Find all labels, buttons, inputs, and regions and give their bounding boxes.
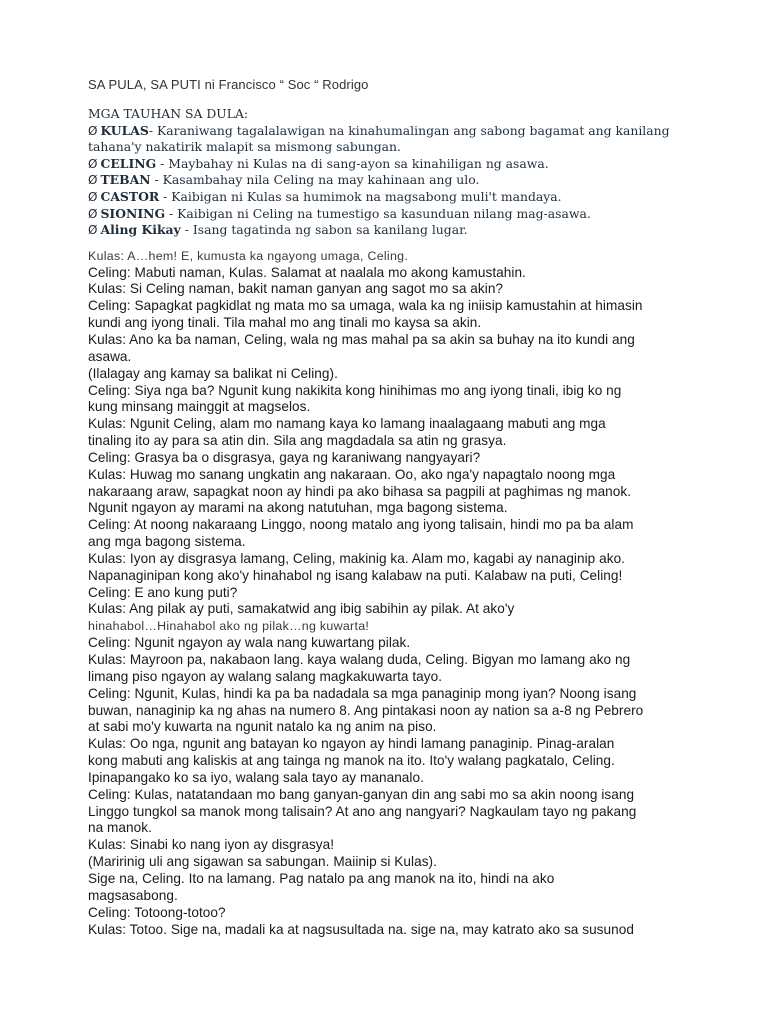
cast-name: CELING (100, 155, 157, 171)
dialogue-line: Celing: Kulas, natatandaan mo bang ganyan-ganyan din ang sabi mo sa akin noong isang (88, 786, 635, 802)
dialogue-line: at sabi mo'y kuwarta na ngunit natalo ka ng anim na piso. (88, 719, 437, 735)
dialogue-line: Sige na, Celing. Ito na lamang. Pag natalo pa ang manok na ito, hindi na ako (88, 870, 555, 886)
cast-name: Aling Kikay (100, 222, 181, 238)
cast-item (88, 123, 688, 156)
dialogue-line: Celing: Totoong-totoo? (88, 904, 226, 920)
dialogue-line: Celing: Grasya ba o disgrasya, gaya ng karaniwang nangyayari? (88, 449, 481, 465)
bullet-icon: Ø (88, 173, 98, 188)
cast-description: - Kaibigan ni Kulas sa humimok na magsabong muli't mandaya. (159, 188, 562, 204)
dialogue-line: Celing: Siya nga ba? Ngunit kung nakikita kong hinihimas mo ang iyong tinali, ibig ko ng (88, 382, 622, 398)
dialogue-line: magsasabong. (88, 887, 178, 903)
cast-description: - Isang tagatinda ng sabon sa kanilang lugar. (180, 222, 468, 238)
dialogue-line: Kulas: Ang pilak ay puti, samakatwid ang ibig sabihin ay pilak. At ako'y (88, 601, 515, 617)
dialogue (88, 248, 688, 939)
dialogue-line: Kulas: Totoo. Sige na, madali ka at nagsusultada na. sige na, may katrato ako sa susunod (88, 921, 634, 937)
bullet-icon: Ø (88, 189, 98, 204)
dialogue-line: Ngunit ngayon ay marami na akong natutuhan, mga bagong sistema. (88, 500, 508, 516)
cast-description: - Maybahay ni Kulas na di sang-ayon sa kinahiligan ng asawa. (156, 155, 549, 171)
dialogue-line: Napanaginipan kong ako'y hinahabol ng isang kalabaw na puti. Kalabaw na puti, Celing! (88, 567, 623, 583)
dialogue-line: Celing: Sapagkat pagkidlat ng mata mo sa umaga, wala ka ng iniisip kamustahin at himasin (88, 298, 643, 314)
dialogue-line: hinahabol…Hinahabol ako ng pilak…ng kuwarta! (88, 619, 370, 634)
dialogue-line: Kulas: Mayroon pa, nakabaon lang. kaya walang duda, Celing. Bigyan mo lamang ako ng (88, 652, 631, 667)
cast-name: TEBAN (100, 172, 151, 188)
cast-items (88, 123, 688, 239)
dialogue-line: (Ilalagay ang kamay sa balikat ni Celing). (88, 365, 338, 381)
bullet-icon: Ø (88, 156, 98, 171)
cast-name: SIONING (100, 205, 166, 221)
dialogue-line: Kulas: Ngunit Celing, alam mo namang kaya ko lamang inaalagaang mabuti ang mga (88, 416, 606, 432)
bullet-icon: Ø (88, 223, 98, 238)
dialogue-line: Kulas: Ano ka ba naman, Celing, wala ng mas mahal pa sa akin sa buhay na ito kundi ang (88, 331, 635, 347)
cast-item (88, 189, 688, 206)
cast-item (88, 222, 688, 239)
dialogue-line: Kulas: Oo nga, ngunit ang batayan ko ngayon ay hindi lamang panaginip. Pinag-aralan (88, 736, 615, 752)
dialogue-line: kundi ang iyong tinali. Tila mahal mo ang tinali mo kaysa sa akin. (88, 315, 482, 331)
dialogue-line: Celing: E ano kung puti? (88, 584, 238, 600)
dialogue-line: Kulas: Sinabi ko nang iyon ay disgrasya! (88, 837, 335, 853)
dialogue-line: (Maririnig uli ang sigawan sa sabungan. Maiinip si Kulas). (88, 854, 437, 870)
cast-item (88, 206, 688, 223)
dialogue-line: Celing: Ngunit ngayon ay wala nang kuwartang pilak. (88, 635, 411, 651)
cast-description: - Karaniwang tagalalawigan na kinahumalingan ang sabong bagamat ang kanilang tahana'y nakatirik malapit sa mismong sabungan. (88, 122, 670, 155)
dialogue-line: nakaraang araw, sapagkat noon ay hindi pa ako bihasa sa pagpili at paghimas ng manok. (88, 483, 632, 499)
cast-description: - Kaibigan ni Celing na tumestigo sa kasunduan nilang mag-asawa. (165, 205, 591, 221)
dialogue-line: Celing: Ngunit, Kulas, hindi ka pa ba nadadala sa mga panaginip mong iyan? Noong isang (88, 685, 637, 701)
dialogue-line: Kulas: Si Celing naman, bakit naman ganyan ang sagot mo sa akin? (88, 281, 504, 297)
dialogue-line: asawa. (88, 348, 132, 364)
dialogue-line: limang piso ngayon ay walang salang magkakuwarta tayo. (88, 668, 443, 684)
dialogue-line: na manok. (88, 820, 152, 836)
cast-item (88, 172, 688, 189)
dialogue-line: Celing: At noong nakaraang Linggo, noong matalo ang iyong talisain, hindi mo pa ba alam (88, 517, 634, 533)
dialogue-line: tinaling ito ay para sa atin din. Sila ang magdadala sa atin ng grasya. (88, 433, 507, 449)
cast-description: - Kasambahay nila Celing na may kahinaan ang ulo. (150, 172, 480, 188)
cast-name: KULAS (100, 122, 149, 138)
dialogue-line: ang mga bagong sistema. (88, 534, 246, 550)
dialogue-line: Kulas: A…hem! E, kumusta ka ngayong umaga, Celing. (88, 248, 409, 263)
dialogue-line: buwan, nanaginip ka ng ahas na numero 8. Ang pintakasi noon ay nation sa a-8 ng Pebrero (88, 702, 644, 718)
dialogue-line: Linggo tungkol sa manok mong talisain? At ano ang nangyari? Nagkaulam tayo ng pakang (88, 803, 637, 819)
dialogue-line: kong mabuti ang kaliskis at ang taingа ng manok na ito. Ito'y walang pagkatalo, Celing. (88, 753, 615, 769)
dialogue-line: Kulas: Huwag mo sanang ungkatin ang nakaraan. Oo, ako nga'y napagtalo noong mga (88, 466, 616, 482)
dialogue-line: Kulas: Iyon ay disgrasya lamang, Celing, makinig ka. Alam mo, kagabi ay nanaginip ako. (88, 550, 626, 566)
dialogue-line: Celing: Mabuti naman, Kulas. Salamat at naalala mo akong kamustahin. (88, 264, 526, 280)
bullet-icon: Ø (88, 123, 98, 138)
dialogue-line: Ipinapangako ko sa iyo, walang sala tayo ay mananalo. (88, 769, 424, 785)
cast-item (88, 156, 688, 173)
bullet-icon: Ø (88, 206, 98, 221)
cast-name: CASTOR (100, 188, 160, 204)
cast-heading: MGA TAUHAN SA DULA: (88, 106, 249, 121)
cast-list (88, 106, 688, 239)
document-title: SA PULA, SA PUTI ni Francisco “ Soc “ Rodrigo (88, 77, 369, 92)
document-page (88, 76, 688, 938)
dialogue-line: kung minsang mainggit at magselos. (88, 399, 311, 415)
